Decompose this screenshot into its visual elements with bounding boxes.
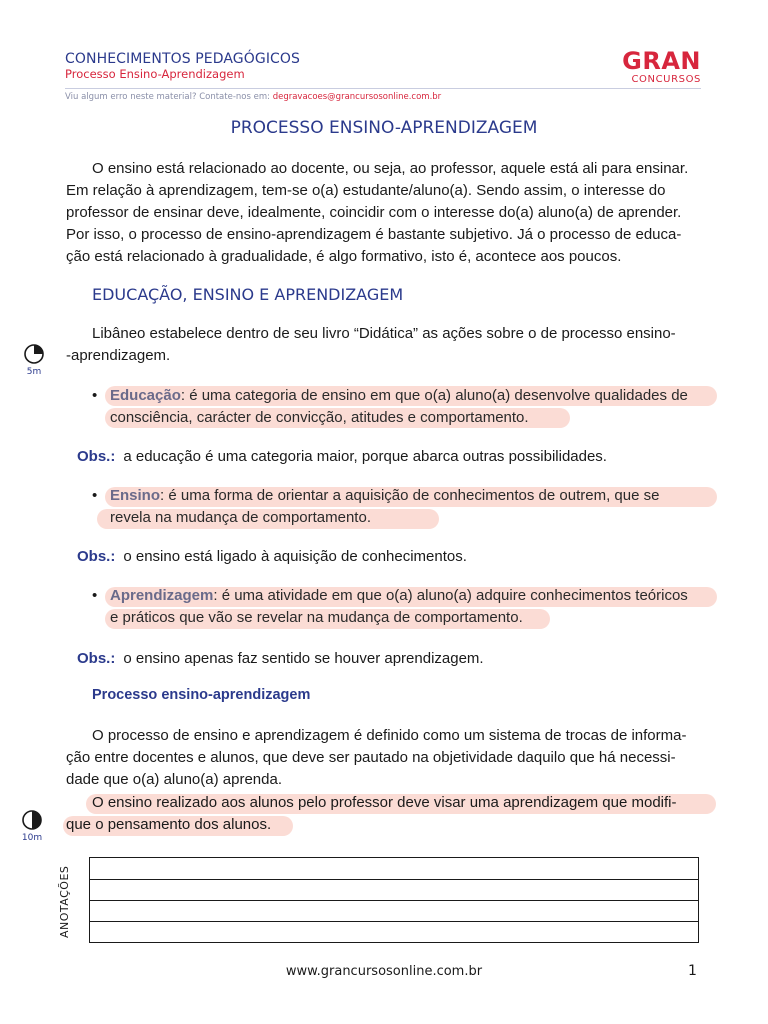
- page-number: 1: [688, 963, 697, 979]
- bullet-aprendizagem: [92, 585, 702, 629]
- logo-main-text: GRAN: [622, 47, 701, 75]
- intro-line: Em relação à aprendizagem, tem-se o(a) estudante/aluno(a). Sendo assim, o interesse do: [66, 182, 666, 199]
- bullet-text: Aprendizagem: é uma atividade em que o(a) aluno(a) adquire conhecimentos teóricos e práticos que vão se revelar na mudança de comportamento.: [110, 587, 688, 626]
- bullet-dot: •: [92, 487, 98, 504]
- header-title: CONHECIMENTOS PEDAGÓGICOS: [65, 51, 301, 67]
- notes-line: [90, 921, 698, 922]
- gran-logo: [617, 48, 701, 88]
- intro-line: ção está relacionado à gradualidade, é algo formativo, isto é, acontece aos poucos.: [66, 248, 622, 265]
- header-divider: [65, 88, 701, 89]
- contact-prefix: Viu algum erro neste material? Contate-nos em:: [65, 92, 273, 102]
- bullet-educacao: [92, 385, 702, 429]
- header-subtitle: Processo Ensino-Aprendizagem: [65, 67, 245, 81]
- timer-marker: [19, 343, 49, 377]
- intro-line: Por isso, o processo de ensino-aprendizagem é bastante subjetivo. Já o processo de educa-: [66, 226, 682, 243]
- section-heading: EDUCAÇÃO, ENSINO E APRENDIZAGEM: [92, 285, 404, 304]
- logo-sub-text: CONCURSOS: [631, 74, 701, 85]
- process-paragraph: [66, 725, 699, 791]
- intro-line: professor de ensinar deve, idealmente, coincidir com o interesse do(a) aluno(a) de aprender.: [66, 204, 682, 221]
- contact-email-link[interactable]: degravacoes@grancursosonline.com.br: [272, 92, 442, 102]
- document-title: PROCESSO ENSINO-APRENDIZAGEM: [230, 118, 538, 138]
- intro-paragraph: [66, 158, 699, 268]
- intro-line: O ensino está relacionado ao docente, ou seja, ao professor, aquele está ali para ensinar.: [92, 160, 689, 177]
- obs-note: Obs.: o ensino apenas faz sentido se houver aprendizagem.: [77, 650, 484, 667]
- bullet-text: Ensino: é uma forma de orientar a aquisição de conhecimentos de outrem, que se revela na mudança de comportamento.: [110, 487, 660, 526]
- process-line: O processo de ensino e aprendizagem é definido como um sistema de trocas de informa-: [92, 727, 687, 744]
- contact-line: [65, 92, 441, 102]
- process-line: dade que o(a) aluno(a) aprenda.: [66, 771, 282, 788]
- timer-label: 10m: [21, 833, 43, 843]
- libaneo-paragraph: [66, 323, 699, 367]
- bullet-dot: •: [92, 387, 98, 404]
- bullet-ensino: [92, 485, 702, 529]
- timer-icon: [23, 343, 45, 365]
- sub-heading: Processo ensino-aprendizagem: [92, 687, 311, 703]
- footer-url[interactable]: www.grancursosonline.com.br: [285, 964, 483, 979]
- final-line: O ensino realizado aos alunos pelo professor deve visar uma aprendizagem que modifi-: [92, 794, 677, 811]
- notes-line: [90, 879, 698, 880]
- process-line: ção entre docentes e alunos, que deve ser pautado na objetividade daquilo que há necessi-: [66, 749, 676, 766]
- final-line: que o pensamento dos alunos.: [66, 816, 272, 833]
- bullet-text: Educação: é uma categoria de ensino em que o(a) aluno(a) desenvolve qualidades de consciência, carácter de convicção, atitudes e comportamento.: [110, 387, 688, 426]
- notes-line: [90, 900, 698, 901]
- obs-note: Obs.: a educação é uma categoria maior, porque abarca outras possibilidades.: [77, 448, 607, 465]
- notes-area[interactable]: [89, 857, 699, 943]
- libaneo-line: -aprendizagem.: [66, 347, 171, 364]
- final-paragraph: [66, 792, 699, 836]
- timer-label: 5m: [26, 367, 42, 377]
- timer-marker: [17, 809, 47, 843]
- obs-note: Obs.: o ensino está ligado à aquisição de conhecimentos.: [77, 548, 467, 565]
- bullet-dot: •: [92, 587, 98, 604]
- libaneo-line: Libâneo estabelece dentro de seu livro “Didática” as ações sobre o de processo ensino-: [92, 325, 676, 342]
- timer-icon: [21, 809, 43, 831]
- notes-label: ANOTAÇÕES: [58, 865, 71, 938]
